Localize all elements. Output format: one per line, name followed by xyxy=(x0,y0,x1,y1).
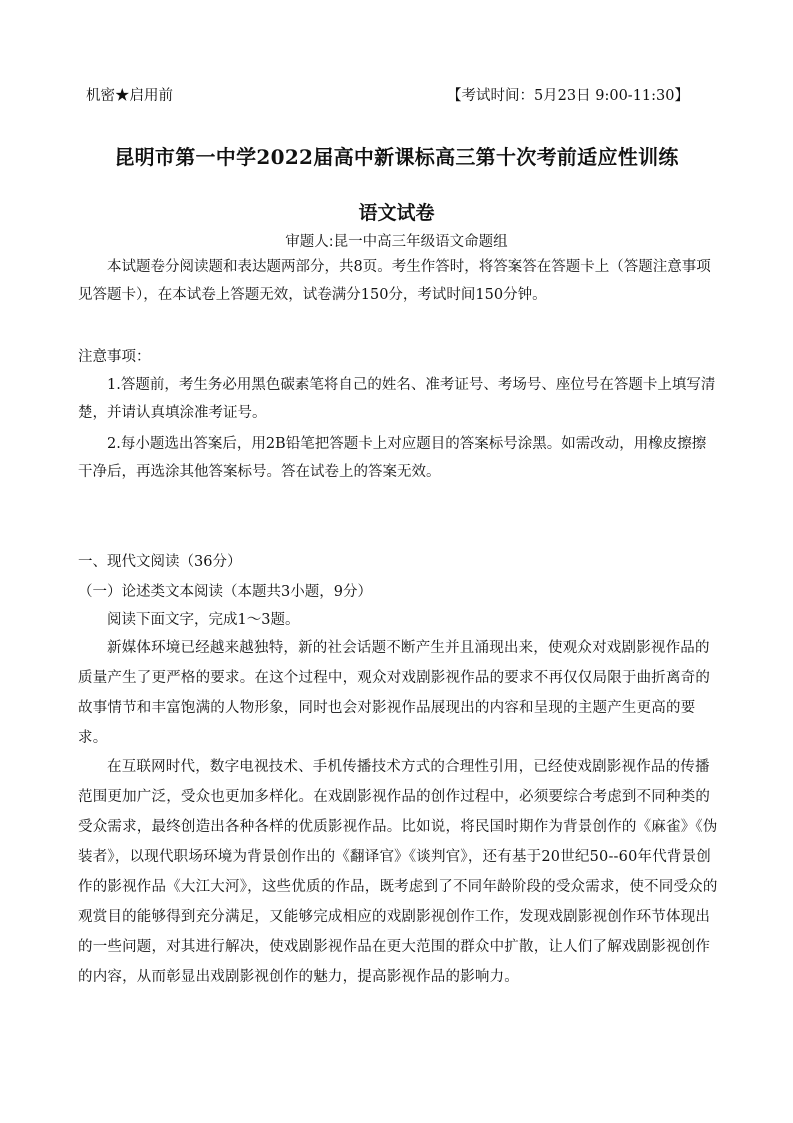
intro-paragraph: 本试题卷分阅读题和表达题两部分，共8页。考生作答时，将答案答在答题卡上（答题注意事项见答题卡），在本试卷上答题无效，试卷满分150分，考试时间150分钟。 xyxy=(78,259,711,303)
reading-instruction: 阅读下面文字，完成1～3题。 xyxy=(107,612,300,628)
notice-heading: 注意事项： xyxy=(78,349,151,365)
subsection-heading: （一）论述类文本阅读（本题共3小题，9分） xyxy=(78,584,372,600)
article-paragraph-2: 在互联网时代，数字电视技术、手机传播技术方式的合理性引用，已经使戏剧影视作品的传播范围更加广泛，受众也更加多样化。在戏剧影视作品的创作过程中，必须要综合考虑到不同种类的受众需求，最终创造出各种各样的优质影视作品。比如说，将民国时期作为背景创作的《麻雀》《伪装者》，以现代职场环境为背景创作出的《翻译官》《谈判官》，还有基于20世纪50--60年代背景创作的影视作品《大江大河》，这些优质的作品，既考虑到了不同年龄阶段的受众需求，使不同受众的观赏目的能够得到充分满足，又能够完成相应的戏剧影视创作工作，发现戏剧影视创作环节体现出的一些问题，对其进行解决，使戏剧影视作品在更大范围的群众中扩散，让人们了解戏剧影视创作的内容，从而彰显出戏剧影视创作的魅力，提高影视作品的影响力。 xyxy=(78,759,718,985)
article-paragraph-1: 新媒体环境已经越来越独特，新的社会话题不断产生并且涌现出来，使观众对戏剧影视作品的质量产生了更严格的要求。在这个过程中，观众对戏剧影视作品的要求不再仅仅局限于曲折离奇的故事情节和丰富饱满的人物形象，同时也会对影视作品展现出的内容和呈现的主题产生更高的要求。 xyxy=(78,640,711,746)
reviewer-line: 审题人:昆一中高三年级语文命题组 xyxy=(285,234,508,250)
section-heading: 一、现代文阅读（36分） xyxy=(78,554,242,570)
notice-item-1: 1.答题前，考生务必用黑色碳素笔将自己的姓名、准考证号、考场号、座位号在答题卡上填写清楚，并请认真填涂准考证号。 xyxy=(78,377,716,421)
page-subtitle: 语文试卷 xyxy=(358,202,435,224)
page-title: 昆明市第一中学2022届高中新课标高三第十次考前适应性训练 xyxy=(114,145,679,169)
exam-time: 【考试时间：5月23日 9:00-11:30】 xyxy=(446,88,689,104)
notice-item-2: 2.每小题选出答案后，用2B铅笔把答题卡上对应题目的答案标号涂黑。如需改动，用橡皮擦擦干净后，再选涂其他答案标号。答在试卷上的答案无效。 xyxy=(78,436,707,480)
confidential-label: 机密★启用前 xyxy=(86,88,173,104)
